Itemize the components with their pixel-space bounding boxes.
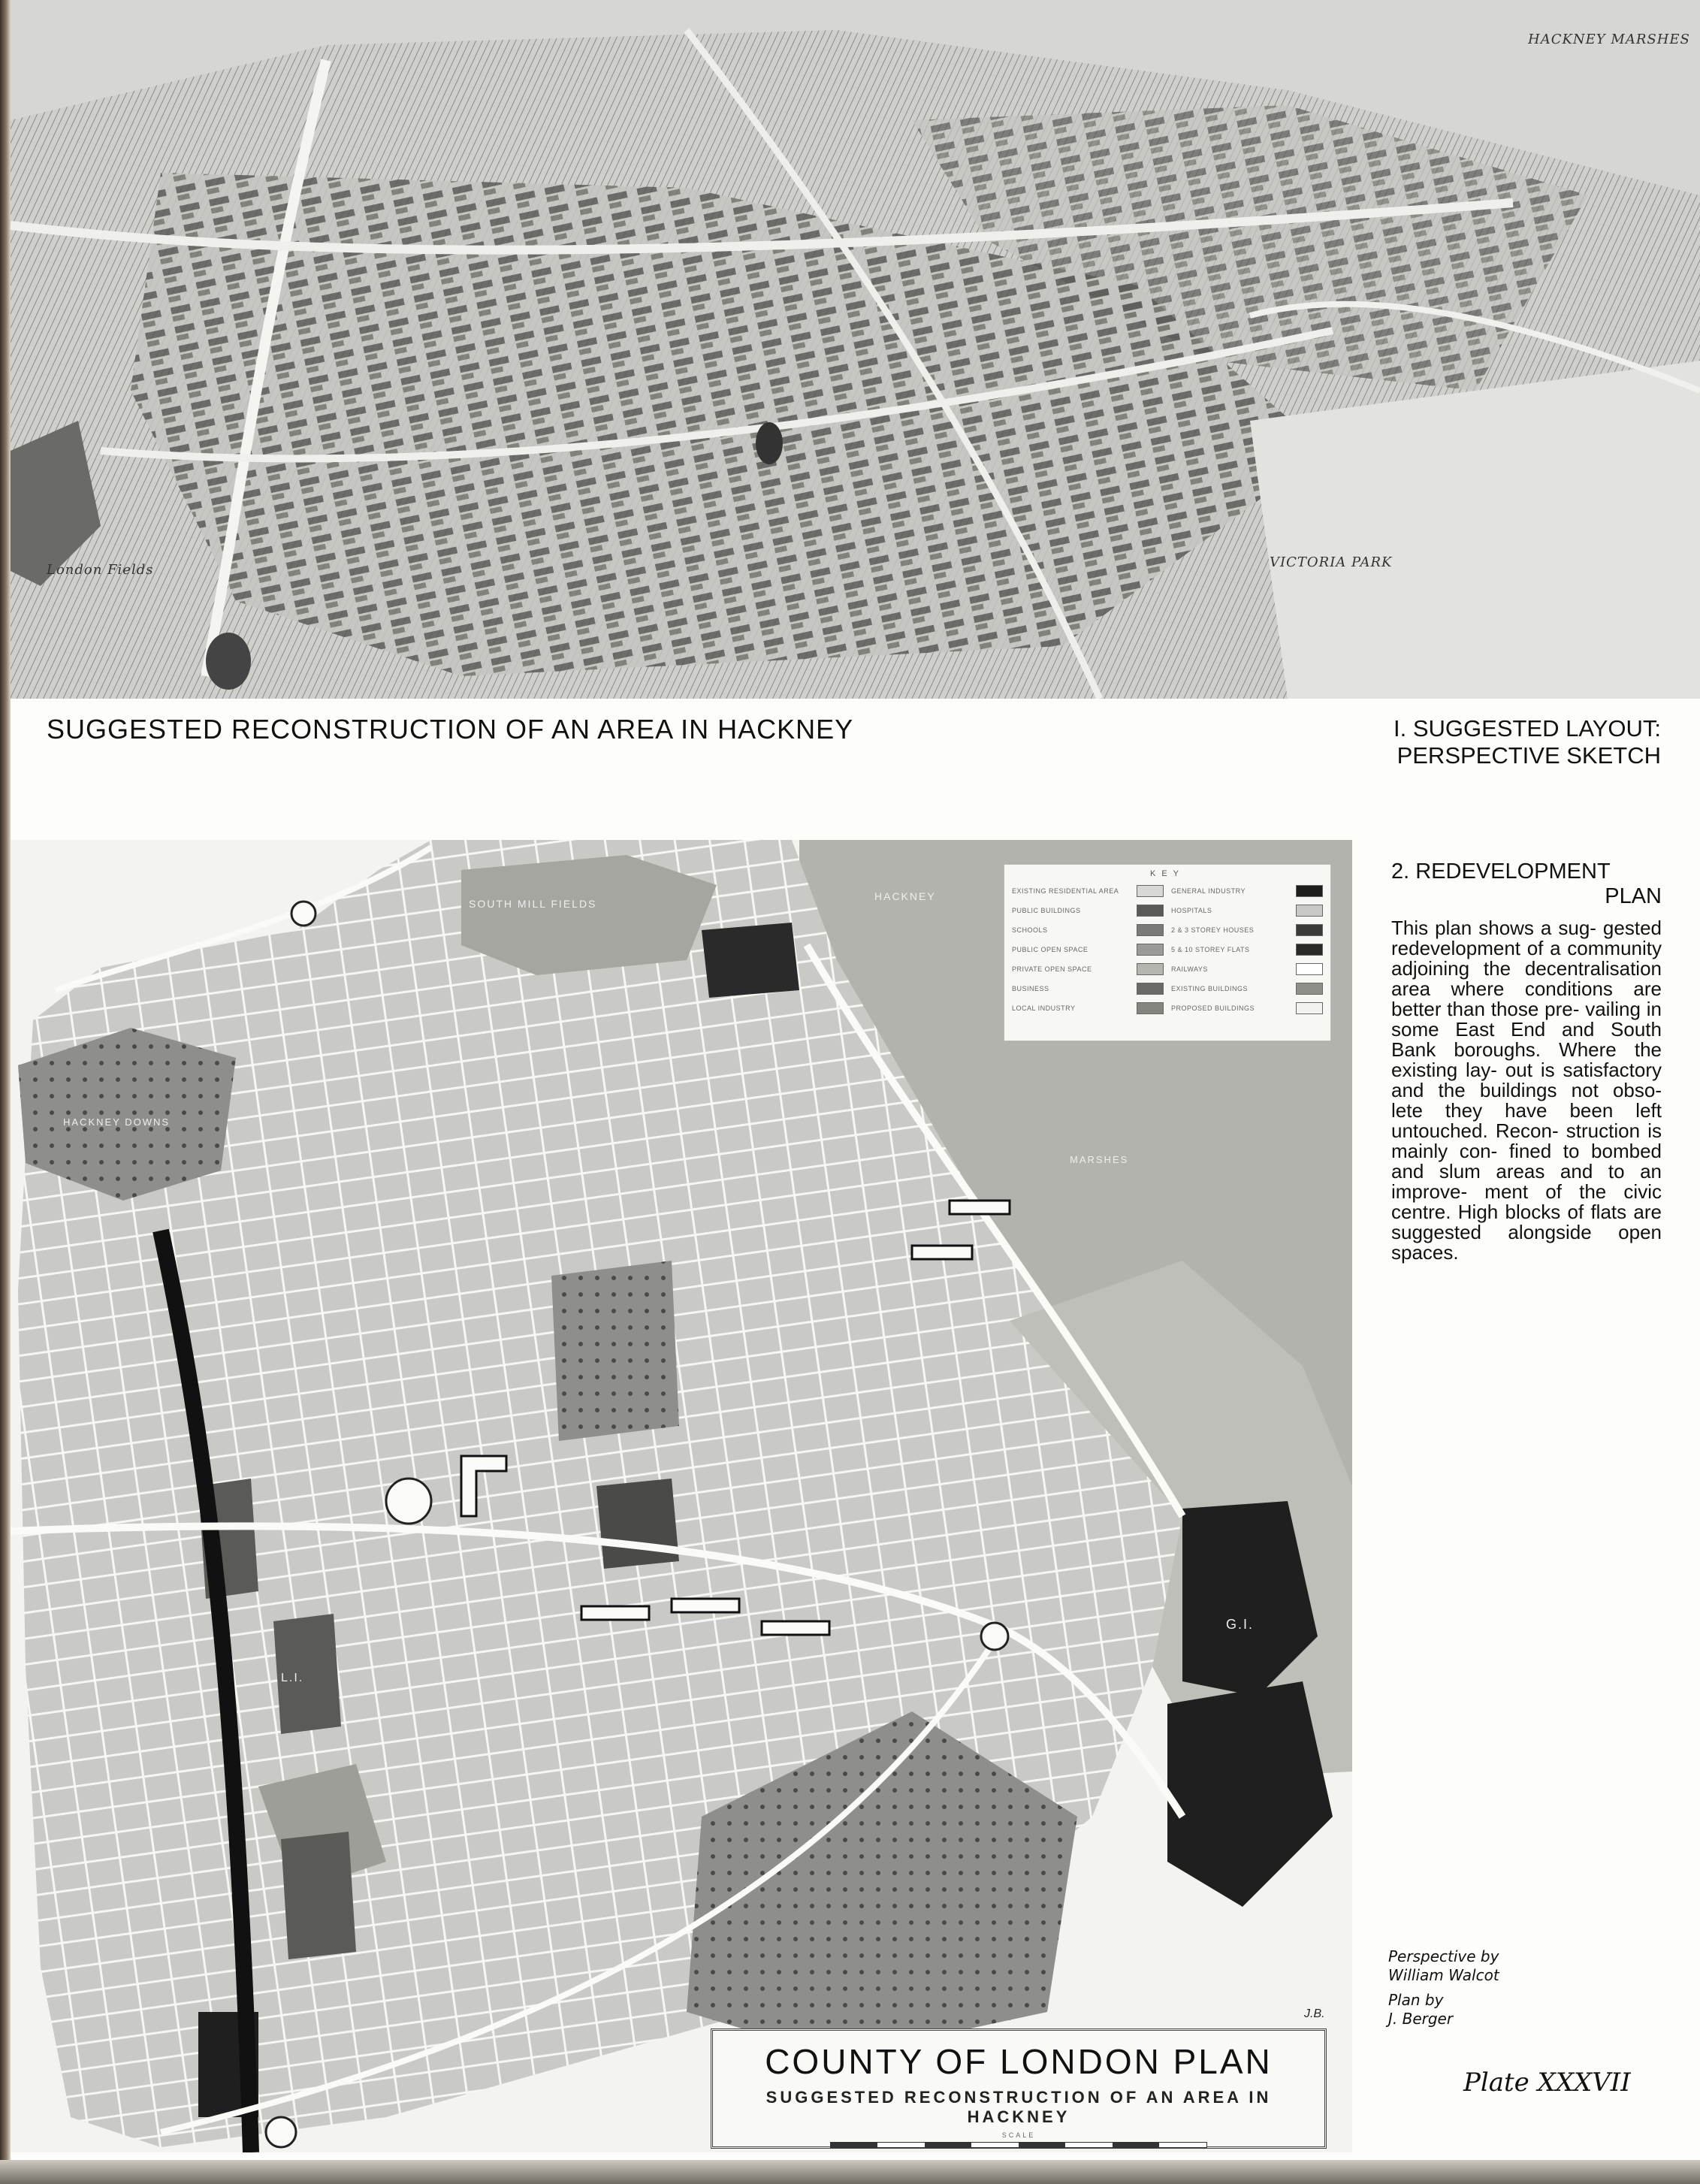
- key-label: EXISTING RESIDENTIAL AREA: [1012, 887, 1119, 895]
- key-swatch: [1296, 905, 1323, 917]
- key-label: PUBLIC OPEN SPACE: [1012, 946, 1089, 953]
- key-swatch: [1137, 963, 1164, 975]
- key-swatch: [1296, 1002, 1323, 1014]
- draughtsman-initials: J.B.: [1304, 2007, 1325, 2020]
- key-swatch: [1296, 885, 1323, 897]
- plan-key: [1004, 864, 1331, 1041]
- figure2-heading-line2: PLAN: [1605, 884, 1662, 908]
- general-industry-map-label: G.I.: [1226, 1617, 1255, 1632]
- figure1-caption: [1345, 715, 1661, 769]
- credits: [1388, 1947, 1614, 2028]
- key-row: [1171, 902, 1323, 919]
- hackney-downs-map-label: HACKNEY DOWNS: [63, 1116, 171, 1128]
- key-swatch: [1296, 983, 1323, 995]
- key-swatch: [1296, 924, 1323, 936]
- victoria-park-label: VICTORIA PARK: [1270, 554, 1393, 570]
- perspective-sketch-drawing: [11, 0, 1700, 699]
- key-label: BUSINESS: [1012, 985, 1049, 992]
- key-row: [1012, 941, 1164, 958]
- key-label: RAILWAYS: [1171, 965, 1208, 973]
- hackney-marshes-label: HACKNEY MARSHES: [1528, 32, 1690, 47]
- plan-title-box: [711, 2028, 1327, 2149]
- south-mill-fields-map-label: SOUTH MILL FIELDS: [469, 898, 597, 910]
- key-swatch: [1296, 963, 1323, 975]
- key-swatch: [1137, 924, 1164, 936]
- figure1-caption-line2: PERSPECTIVE SKETCH: [1397, 742, 1661, 769]
- key-row: [1012, 1000, 1164, 1016]
- key-label: 2 & 3 STOREY HOUSES: [1171, 926, 1255, 934]
- plan-description: This plan shows a sug- gested redevelopment of a community adjoining the decentralisation area where conditions are better than those pre- vailing in some East End and South Bank boroughs. Where the existing lay- out is satisfactory and the buildings not obso- lete they have been left untouched. Recon- struction is mainly con- fined to bombed and slum areas and to an improve- ment of the civic centre. High blocks of flats are suggested alongside open spaces.: [1391, 917, 1662, 1264]
- page-title: SUGGESTED RECONSTRUCTION OF AN AREA IN HACKNEY: [47, 714, 854, 745]
- key-label: HOSPITALS: [1171, 907, 1212, 914]
- key-row: [1171, 941, 1323, 958]
- key-row: [1012, 961, 1164, 977]
- key-row: [1012, 980, 1164, 997]
- hackney-map-label: HACKNEY: [874, 890, 936, 902]
- scale-bar: [830, 2142, 1207, 2148]
- key-row: [1171, 980, 1323, 997]
- key-label: PUBLIC BUILDINGS: [1012, 907, 1081, 914]
- key-swatch: [1296, 944, 1323, 956]
- figure2-heading-line1: 2. REDEVELOPMENT: [1391, 859, 1611, 884]
- key-grid: [1012, 883, 1323, 1016]
- book-binding-edge: [0, 0, 11, 2184]
- plan-credit-line1: Plan by: [1388, 1991, 1444, 2009]
- key-swatch: [1137, 905, 1164, 917]
- key-label: 5 & 10 STOREY FLATS: [1171, 946, 1250, 953]
- figure1-caption-line1: I. SUGGESTED LAYOUT:: [1393, 715, 1661, 742]
- key-swatch: [1137, 944, 1164, 956]
- perspective-credit-line2: William Walcot: [1388, 1966, 1499, 1984]
- key-label: EXISTING BUILDINGS: [1171, 985, 1249, 992]
- key-label: SCHOOLS: [1012, 926, 1048, 934]
- key-title: KEY: [1149, 869, 1185, 878]
- key-row: [1171, 1000, 1323, 1016]
- key-row: [1171, 961, 1323, 977]
- key-row: [1012, 883, 1164, 899]
- key-label: LOCAL INDUSTRY: [1012, 1004, 1076, 1012]
- plate-number: Plate XXXVII: [1463, 2068, 1631, 2098]
- scale-label: SCALE: [1001, 2131, 1036, 2139]
- marshes-map-label: MARSHES: [1070, 1154, 1129, 1165]
- key-swatch: [1137, 983, 1164, 995]
- key-row: [1012, 902, 1164, 919]
- key-label: PRIVATE OPEN SPACE: [1012, 965, 1092, 973]
- key-swatch: [1137, 1002, 1164, 1014]
- key-label: GENERAL INDUSTRY: [1171, 887, 1246, 895]
- page-bottom-edge: [0, 2160, 1700, 2184]
- key-label: PROPOSED BUILDINGS: [1171, 1004, 1255, 1012]
- local-industry-map-label: L.I.: [281, 1672, 304, 1684]
- key-row: [1171, 922, 1323, 938]
- key-row: [1012, 922, 1164, 938]
- key-swatch: [1137, 885, 1164, 897]
- plan-subtitle: SUGGESTED RECONSTRUCTION OF AN AREA IN HACKNEY: [765, 2088, 1272, 2126]
- plan-title: COUNTY OF LONDON PLAN: [765, 2042, 1273, 2081]
- perspective-credit-line1: Perspective by: [1388, 1947, 1499, 1965]
- key-row: [1171, 883, 1323, 899]
- figure2-heading: [1391, 859, 1662, 909]
- perspective-sketch: [11, 0, 1700, 699]
- london-fields-label: London Fields: [47, 562, 154, 578]
- plan-credit-line2: J. Berger: [1388, 2010, 1454, 2028]
